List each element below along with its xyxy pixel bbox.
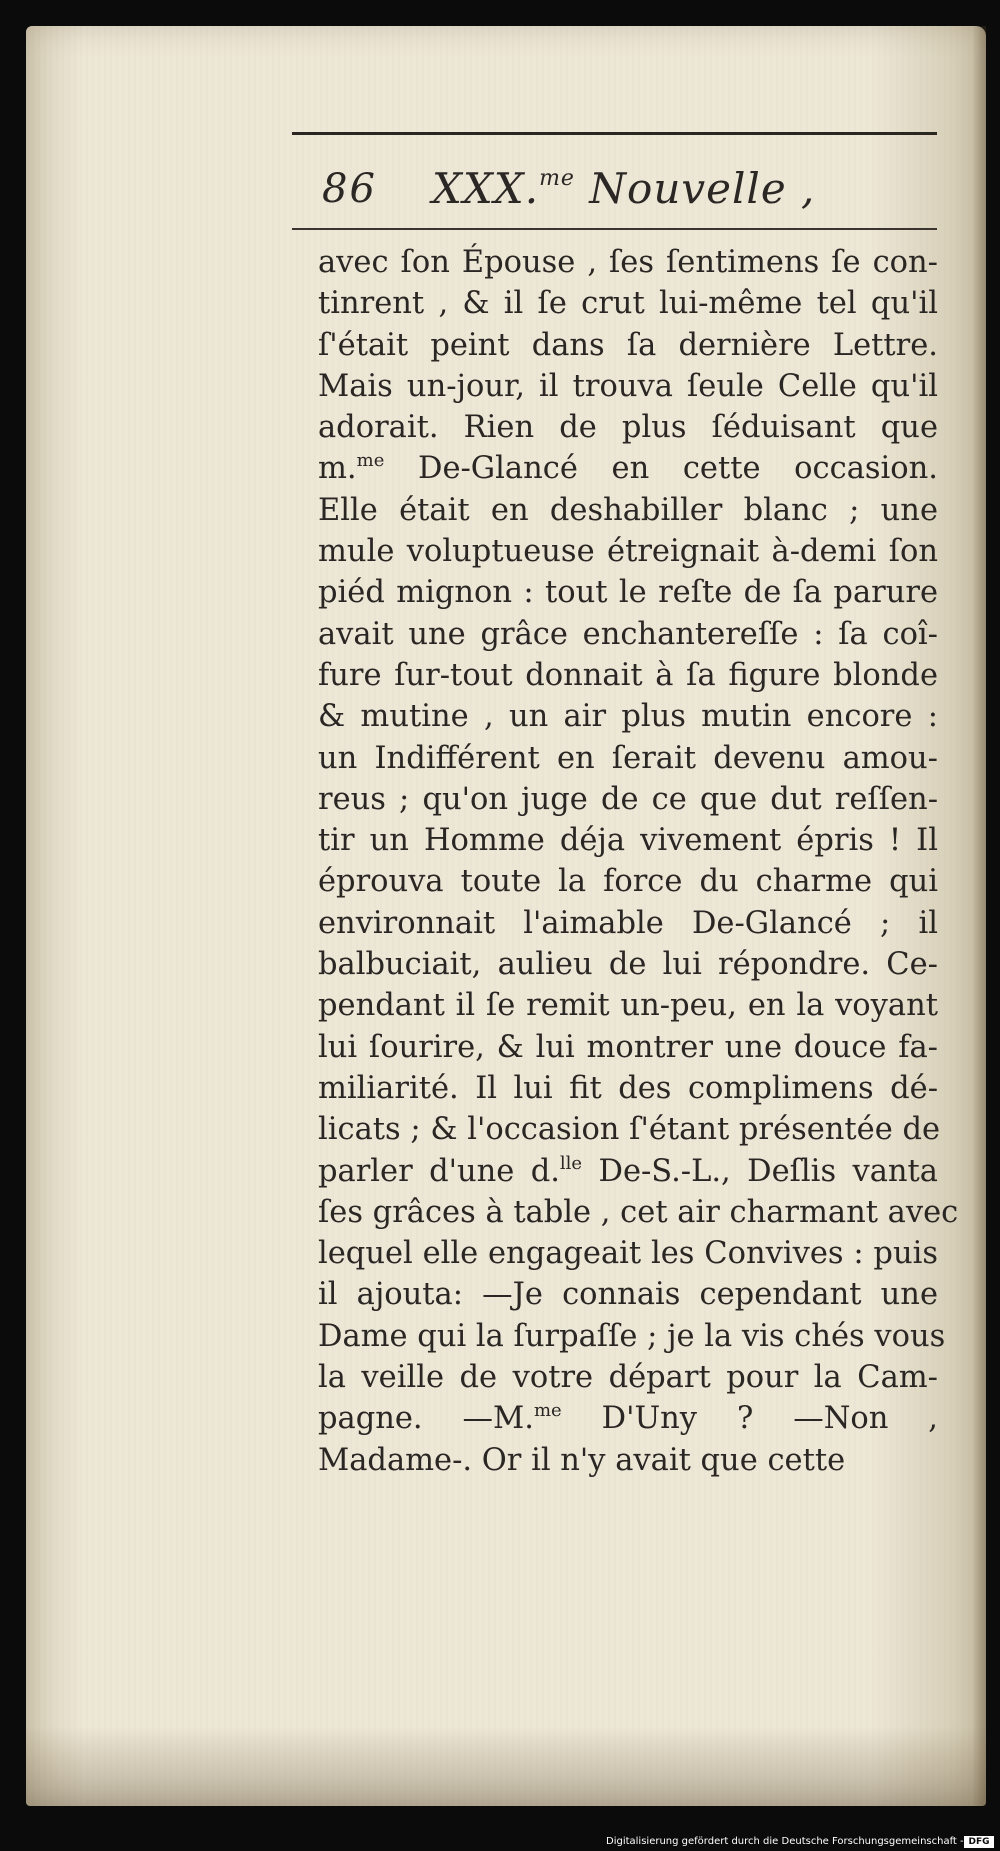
text-line (318, 1068, 938, 1109)
text-run: ſes grâces à table , cet air charmant avec (318, 1194, 959, 1230)
text-line (318, 325, 938, 366)
text-run: pendant il ſe remit un-peu, en la voyant (318, 988, 938, 1024)
superscript: me (356, 450, 385, 472)
text-line (318, 407, 938, 448)
superscript: lle (559, 1152, 583, 1174)
text-run: & mutine , un air plus mutin encore : (318, 699, 938, 735)
text-run: éprouva toute la force du charme qui (318, 864, 938, 900)
text-line (318, 366, 938, 407)
text-line (318, 283, 938, 324)
text-line (318, 448, 938, 489)
text-run: licats ; & l'occasion ſ'étant présentée de (318, 1112, 941, 1148)
text-line (318, 985, 938, 1026)
text-run: parler d'une d. (318, 1153, 560, 1189)
text-run: environnait l'aimable De-Glancé ; il (318, 905, 938, 941)
text-run: De-Glancé en cette occasion. (384, 451, 938, 487)
text-run: lequel elle engageait les Convives : puis (318, 1236, 938, 1272)
digitization-credit: Digitalisierung gefördert durch die Deutsche Forschungsgemeinschaft - (606, 1836, 964, 1847)
text-line (318, 242, 938, 283)
text-line (318, 1316, 946, 1357)
text-run: lui ſourire, & lui montrer une douce fa- (318, 1029, 938, 1065)
text-run: tir un Homme déja vivement épris ! Il (318, 823, 938, 859)
text-line (318, 1192, 959, 1233)
text-line (318, 779, 938, 820)
text-run: tinrent , & il ſe crut lui-même tel qu'il (318, 286, 938, 322)
body-text (318, 242, 959, 1481)
text-run: fure ſur-tout donnait à ſa figure blonde (318, 657, 938, 693)
text-line (318, 1027, 938, 1068)
text-line (318, 1357, 938, 1398)
text-run: Madame-. Or il n'y avait que cette (318, 1442, 846, 1478)
page-bottom-edge (26, 1726, 986, 1806)
text-run: mule voluptueuse étreignait à-demi ſon (318, 534, 938, 570)
text-run: il ajouta: —Je connais cependant une (318, 1277, 938, 1313)
text-line (318, 572, 938, 613)
text-run: Mais un-jour, il trouva ſeule Celle qu'il (318, 368, 938, 404)
superscript: me (533, 1400, 562, 1422)
text-line (318, 1440, 938, 1481)
dfg-logo: DFG (964, 1836, 994, 1848)
text-run: D'Uny ? —Non , (561, 1401, 939, 1437)
running-head-superscript: me (539, 166, 575, 191)
page-number: 86 (322, 166, 377, 212)
text-run: avec ſon Épouse , ſes ſentimens ſe con- (318, 245, 938, 280)
header-top-rule (292, 132, 937, 135)
text-line (318, 696, 938, 737)
text-run: adorait. Rien de plus ſéduisant que (318, 410, 938, 446)
text-line (318, 614, 938, 655)
text-line (318, 861, 938, 902)
header-bottom-rule (292, 228, 937, 230)
text-line (318, 490, 938, 531)
text-line (318, 1398, 938, 1439)
text-run: avait une grâce enchantereſſe : ſa coî- (318, 616, 938, 652)
text-line (318, 738, 938, 779)
text-run: De-S.-L., Deſlis vanta (582, 1153, 938, 1189)
text-line (318, 944, 938, 985)
text-run: balbuciait, aulieu de lui répondre. Ce- (318, 947, 938, 983)
text-run: miliarité. Il lui fit des complimens dé- (318, 1070, 938, 1106)
text-run: pagne. —M. (318, 1401, 534, 1437)
page-header (292, 148, 937, 213)
text-run: m. (318, 451, 357, 487)
text-run: ſ'était peint dans ſa dernière Lettre. (318, 327, 938, 363)
text-run: Elle était en deshabiller blanc ; une (318, 492, 938, 528)
page-right-edge (972, 26, 986, 1806)
text-run: un Indifférent en ſerait devenu amou- (318, 740, 938, 776)
text-line (318, 1274, 938, 1315)
text-line (318, 655, 938, 696)
text-line (318, 1233, 938, 1274)
text-run: reus ; qu'on juge de ce que dut reſſen- (318, 781, 938, 817)
text-run: piéd mignon : tout le reſte de ſa parure (318, 575, 938, 611)
text-run: Dame qui la ſurpaſſe ; je la vis chés vous (318, 1318, 946, 1354)
running-head-rest: Nouvelle , (574, 164, 816, 213)
running-head-main: XXX. (432, 164, 540, 213)
text-run: la veille de votre départ pour la Cam- (318, 1360, 938, 1396)
text-line (318, 820, 938, 861)
running-head (432, 164, 815, 213)
text-line (318, 531, 938, 572)
text-line (318, 1109, 941, 1150)
text-line (318, 903, 938, 944)
text-line (318, 1151, 938, 1192)
